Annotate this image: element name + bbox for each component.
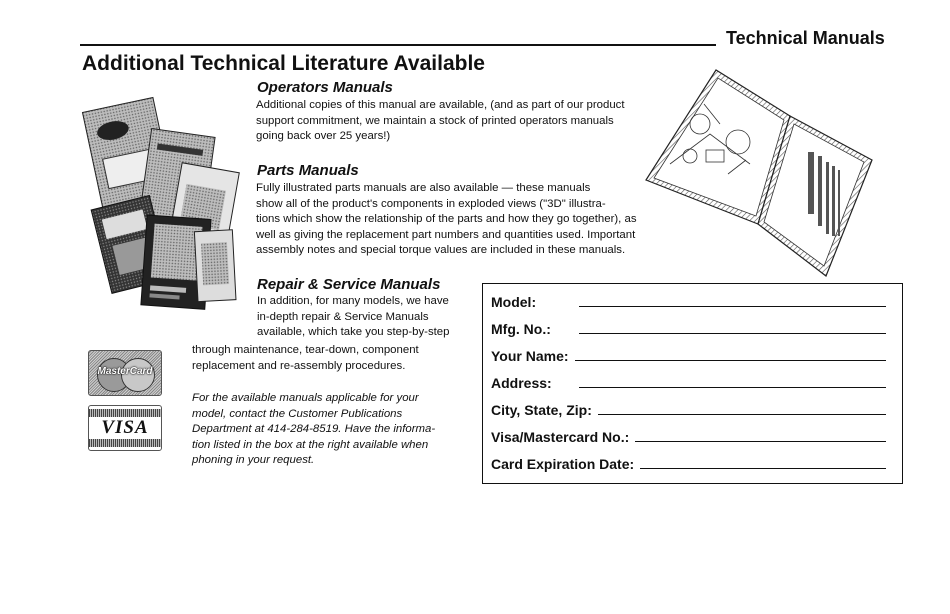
repair-line: In addition, for many models, we have [257,295,449,307]
form-row-expiration [491,450,886,472]
expiration-field[interactable] [640,468,886,469]
visa-logo [88,405,162,451]
repair-line: in-depth repair & Service Manuals [257,310,429,323]
visa-band-top [89,409,161,417]
contact-line: phoning in your request. [192,454,315,467]
contact-text [192,391,477,469]
form-row-mfg-no [491,315,886,337]
city-state-zip-label: City, State, Zip: [491,402,592,418]
page-title: Additional Technical Literature Available [82,52,485,75]
model-field[interactable] [579,306,886,307]
your-name-label: Your Name: [491,348,569,364]
header-rule [80,44,716,46]
contact-line: For the available manuals applicable for your [192,392,419,404]
operators-heading: Operators Manuals [257,79,393,96]
form-row-city-state-zip [491,396,886,418]
mfg-no-field[interactable] [579,333,886,334]
contact-line: Department at 414-284-8519. Have the informa- [192,423,436,436]
mastercard-logo [88,350,162,396]
contact-line: model, contact the Customer Publications [192,407,403,420]
section-tag: Technical Manuals [726,28,885,48]
repair-line: replacement and re-assembly procedures. [192,359,406,372]
parts-line: well as giving the replacement part numbers and quantities used. Important [256,228,636,241]
operators-line: Additional copies of this manual are available, (and as part of our product [256,99,625,111]
mfg-no-label: Mfg. No.: [491,321,551,337]
parts-line: Fully illustrated parts manuals are also available — these manuals [256,182,591,194]
manual-covers-icon [78,92,258,324]
parts-line: tions which show the relationship of the parts and how they go together), as [256,213,637,226]
parts-text [256,181,706,259]
form-row-card-no [491,423,886,445]
your-name-field[interactable] [575,360,886,361]
address-field[interactable] [579,387,886,388]
operators-line: support commitment, we maintain a stock of printed operators manuals [256,114,614,127]
repair-line: through maintenance, tear-down, component [192,344,419,356]
contact-line: tion listed in the box at the right available when [192,438,429,451]
operators-text [256,98,696,145]
address-label: Address: [491,375,552,391]
card-no-label: Visa/Mastercard No.: [491,429,630,445]
visa-band-bottom [89,439,161,447]
repair-text-bottom [192,343,477,374]
model-label: Model: [491,294,537,310]
repair-heading: Repair & Service Manuals [257,276,441,293]
repair-line: available, which take you step-by-step [257,326,450,339]
parts-line: show all of the product's components in exploded views ("3D" illustra- [256,197,606,210]
parts-heading: Parts Manuals [257,162,359,179]
form-row-address [491,369,886,391]
form-row-model [491,288,886,310]
repair-text-top [257,294,482,341]
order-form-box [482,283,903,484]
expiration-label: Card Expiration Date: [491,456,635,472]
visa-word: VISA [101,417,149,438]
city-state-zip-field[interactable] [598,414,886,415]
mastercard-word: MasterCard [97,366,153,377]
form-row-name [491,342,886,364]
operators-line: going back over 25 years!) [256,130,391,143]
parts-line: assembly notes and special torque values are included in these manuals. [256,244,626,257]
card-no-field[interactable] [635,441,886,442]
